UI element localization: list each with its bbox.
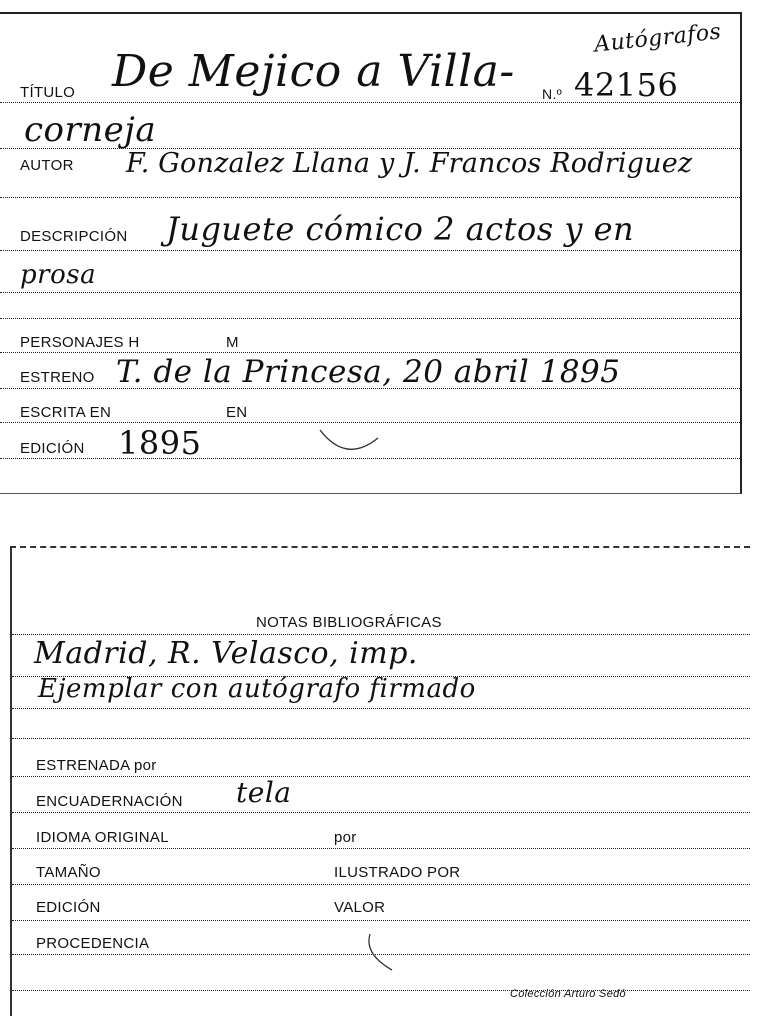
- numero-value: 42156: [574, 66, 679, 104]
- idioma-original-label: IDIOMA ORIGINAL: [36, 829, 169, 846]
- ruled-line: [12, 634, 750, 635]
- personajes-label: PERSONAJES H: [20, 334, 140, 351]
- ruled-line: [0, 352, 740, 353]
- ruled-line: [0, 292, 740, 293]
- catalog-card-front: [0, 12, 742, 494]
- stray-pencil-mark: [316, 424, 396, 460]
- ruled-line: [12, 848, 750, 849]
- catalog-card-back: [10, 546, 750, 1016]
- estreno-label: ESTRENO: [20, 369, 95, 386]
- ruled-line: [12, 884, 750, 885]
- personajes-m-label: M: [226, 334, 239, 351]
- titulo-label: TÍTULO: [20, 84, 76, 101]
- ruled-line: [12, 776, 750, 777]
- titulo-value: De Mejico a Villa-: [112, 46, 515, 97]
- ruled-line: [0, 422, 740, 423]
- escrita-en-label: ESCRITA EN: [20, 404, 112, 421]
- tamano-label: TAMAÑO: [36, 864, 101, 881]
- autor-value: F. Gonzalez Llana y J. Francos Rodriguez: [126, 148, 693, 179]
- ruled-line: [12, 990, 750, 991]
- coleccion-footer: Colección Arturo Sedó: [510, 988, 626, 1000]
- titulo-value-continued: corneja: [24, 110, 157, 150]
- corner-note-autografos: Autógrafos: [593, 19, 723, 58]
- stray-pencil-mark: [362, 930, 422, 976]
- autor-label: AUTOR: [20, 157, 74, 174]
- estreno-value: T. de la Princesa, 20 abril 1895: [116, 354, 621, 390]
- descripcion-value-continued: prosa: [20, 260, 97, 290]
- ruled-line: [12, 920, 750, 921]
- descripcion-label: DESCRIPCIÓN: [20, 228, 128, 245]
- ruled-line: [0, 197, 740, 198]
- edicion-label: EDICIÓN: [20, 440, 85, 457]
- ruled-line: [0, 318, 740, 319]
- notas-line-2: Ejemplar con autógrafo firmado: [38, 674, 476, 704]
- ruled-line: [12, 708, 750, 709]
- escrita-en-second-label: EN: [226, 404, 248, 421]
- notas-line-1: Madrid, R. Velasco, imp.: [34, 636, 418, 671]
- notas-bibliograficas-heading: NOTAS BIBLIOGRÁFICAS: [256, 614, 442, 631]
- descripcion-value: Juguete cómico 2 actos y en: [166, 210, 635, 248]
- ilustrado-por-label: ILUSTRADO POR: [334, 864, 461, 881]
- ruled-line: [12, 738, 750, 739]
- encuadernacion-label: ENCUADERNACIÓN: [36, 793, 183, 810]
- procedencia-label: PROCEDENCIA: [36, 935, 150, 952]
- ruled-line: [12, 812, 750, 813]
- estrenada-por-label: ESTRENADA por: [36, 757, 157, 774]
- ruled-line: [0, 250, 740, 251]
- encuadernacion-value: tela: [236, 776, 292, 809]
- idioma-por-label: por: [334, 829, 357, 846]
- valor-label: VALOR: [334, 899, 386, 916]
- edicion-label-back: EDICIÓN: [36, 899, 101, 916]
- numero-label: N.º: [542, 86, 563, 102]
- edicion-value: 1895: [118, 424, 202, 462]
